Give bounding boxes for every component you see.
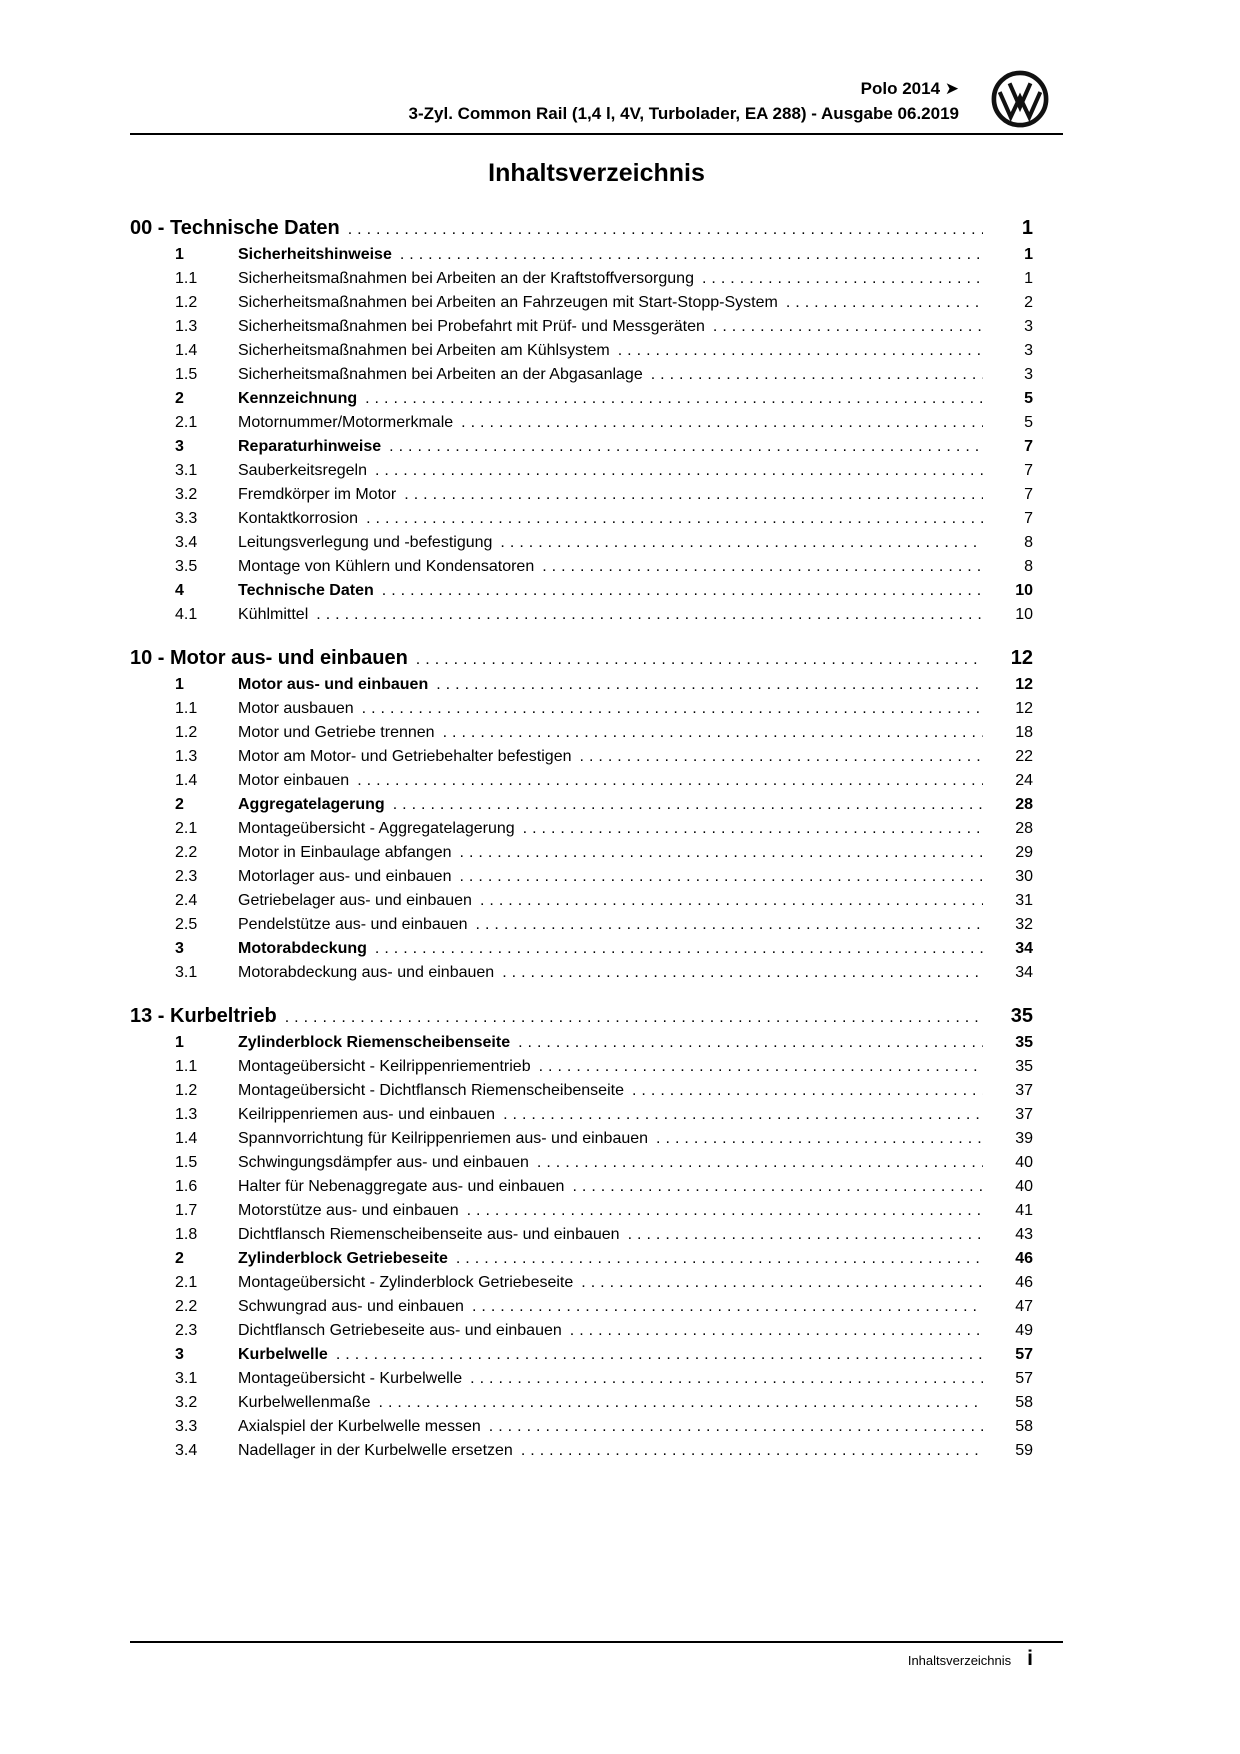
section-page-number: 8 <box>1024 534 1033 551</box>
header-text-block <box>130 76 1063 126</box>
section-title: Motorabdeckung <box>238 940 367 957</box>
section-number: 2.5 <box>175 916 198 933</box>
section-title: Motorabdeckung aus- und einbauen <box>238 964 495 981</box>
toc-section-row <box>130 721 1033 745</box>
toc-section-row <box>130 411 1033 435</box>
section-page-number: 7 <box>1024 462 1033 479</box>
dot-leader <box>632 1079 983 1103</box>
section-page-number: 31 <box>1015 892 1033 909</box>
section-page-number: 47 <box>1015 1298 1033 1315</box>
page-content <box>130 0 1063 1463</box>
dot-leader <box>502 961 983 985</box>
section-number: 1.2 <box>175 724 198 741</box>
section-number: 1.1 <box>175 1058 198 1075</box>
toc-section-row <box>130 1343 1033 1367</box>
section-number: 2.2 <box>175 1298 198 1315</box>
section-page-number: 5 <box>1024 414 1033 431</box>
section-number: 4.1 <box>175 606 198 623</box>
dot-leader <box>476 913 983 937</box>
section-page-number: 41 <box>1015 1202 1033 1219</box>
toc-section-row <box>130 1295 1033 1319</box>
section-title: Motorstütze aus- und einbauen <box>238 1202 459 1219</box>
dot-leader <box>651 363 983 387</box>
section-number: 1.4 <box>175 772 198 789</box>
dot-leader <box>460 841 984 865</box>
section-title: Kurbelwellenmaße <box>238 1394 371 1411</box>
section-title: Sicherheitsmaßnahmen bei Arbeiten an der Kraftstoffversorgung <box>238 270 694 287</box>
section-page-number: 7 <box>1024 486 1033 503</box>
dot-leader <box>379 1391 983 1415</box>
section-number: 1.5 <box>175 1154 198 1171</box>
section-title: Axialspiel der Kurbelwelle messen <box>238 1418 481 1435</box>
section-page-number: 18 <box>1015 724 1033 741</box>
section-page-number: 28 <box>1015 820 1033 837</box>
section-title: Kühlmittel <box>238 606 309 623</box>
section-number: 3 <box>175 438 184 455</box>
toc-section-row <box>130 1103 1033 1127</box>
header-subtitle: 3-Zyl. Common Rail (1,4 l, 4V, Turbolader, EA 288) - Ausgabe 06.2019 <box>408 104 959 123</box>
dot-leader <box>489 1415 983 1439</box>
section-number: 1.8 <box>175 1226 198 1243</box>
section-page-number: 5 <box>1024 390 1033 407</box>
dot-leader <box>618 339 983 363</box>
toc-section-row <box>130 435 1033 459</box>
dot-leader <box>713 315 983 339</box>
section-title: Kennzeichnung <box>238 390 358 407</box>
chapter-title: 10 - Motor aus- und einbauen <box>130 647 408 669</box>
section-page-number: 40 <box>1015 1154 1033 1171</box>
section-number: 1.2 <box>175 294 198 311</box>
section-title: Kurbelwelle <box>238 1346 328 1363</box>
section-page-number: 58 <box>1015 1418 1033 1435</box>
dot-leader <box>404 483 983 507</box>
dot-leader <box>459 865 983 889</box>
section-page-number: 10 <box>1015 582 1033 599</box>
dot-leader <box>542 555 983 579</box>
section-number: 3.3 <box>175 510 198 527</box>
section-number: 3.1 <box>175 964 198 981</box>
dot-leader <box>500 531 983 555</box>
section-title: Motornummer/Motormerkmale <box>238 414 454 431</box>
section-page-number: 43 <box>1015 1226 1033 1243</box>
dot-leader <box>539 1055 983 1079</box>
section-title: Sauberkeitsregeln <box>238 462 367 479</box>
section-number: 3.1 <box>175 462 198 479</box>
dot-leader <box>362 697 983 721</box>
section-number: 1.4 <box>175 1130 198 1147</box>
section-number: 2.3 <box>175 868 198 885</box>
section-title: Montage von Kühlern und Kondensatoren <box>238 558 535 575</box>
section-number: 2.1 <box>175 1274 198 1291</box>
toc-section-row <box>130 1127 1033 1151</box>
toc-section-row <box>130 793 1033 817</box>
toc-section-row <box>130 1319 1033 1343</box>
dot-leader <box>628 1223 983 1247</box>
toc-section-row <box>130 459 1033 483</box>
dot-leader <box>375 459 983 483</box>
section-title: Pendelstütze aus- und einbauen <box>238 916 468 933</box>
header-divider <box>130 133 1063 135</box>
section-number: 2 <box>175 1250 184 1267</box>
toc-section-row <box>130 1199 1033 1223</box>
section-number: 1.4 <box>175 342 198 359</box>
toc-chapter-row <box>130 215 1033 243</box>
section-number: 3.4 <box>175 1442 198 1459</box>
section-page-number: 24 <box>1015 772 1033 789</box>
section-title: Montageübersicht - Kurbelwelle <box>238 1370 463 1387</box>
dot-leader <box>389 435 983 459</box>
section-number: 3.2 <box>175 1394 198 1411</box>
section-title: Motor in Einbaulage abfangen <box>238 844 452 861</box>
section-title: Sicherheitsmaßnahmen bei Arbeiten am Kühlsystem <box>238 342 610 359</box>
section-title: Montageübersicht - Zylinderblock Getriebeseite <box>238 1274 574 1291</box>
dot-leader <box>416 647 983 673</box>
section-title: Schwingungsdämpfer aus- und einbauen <box>238 1154 529 1171</box>
section-page-number: 3 <box>1024 318 1033 335</box>
section-title: Dichtflansch Riemenscheibenseite aus- und einbauen <box>238 1226 620 1243</box>
section-title: Motor am Motor- und Getriebehalter befestigen <box>238 748 572 765</box>
toc-section-row <box>130 1247 1033 1271</box>
vw-logo-icon <box>991 70 1049 128</box>
toc-section-row <box>130 531 1033 555</box>
section-number: 3.3 <box>175 1418 198 1435</box>
section-number: 1 <box>175 1034 184 1051</box>
toc-section-row <box>130 889 1033 913</box>
toc-section-row <box>130 769 1033 793</box>
page-title: Inhaltsverzeichnis <box>488 159 705 187</box>
dot-leader <box>375 937 983 961</box>
section-page-number: 3 <box>1024 366 1033 383</box>
dot-leader <box>480 889 983 913</box>
section-page-number: 59 <box>1015 1442 1033 1459</box>
section-page-number: 1 <box>1024 246 1033 263</box>
section-page-number: 35 <box>1015 1034 1033 1051</box>
section-title: Technische Daten <box>238 582 374 599</box>
chapter-page-number: 1 <box>1021 217 1033 239</box>
section-title: Getriebelager aus- und einbauen <box>238 892 472 909</box>
section-page-number: 7 <box>1024 510 1033 527</box>
dot-leader <box>570 1319 983 1343</box>
dot-leader <box>443 721 983 745</box>
dot-leader <box>521 1439 983 1463</box>
chapter-page-number: 12 <box>1010 647 1033 669</box>
page-footer <box>130 1641 1063 1672</box>
section-title: Sicherheitsmaßnahmen bei Arbeiten an Fahrzeugen mit Start-Stopp-System <box>238 294 778 311</box>
section-number: 1.3 <box>175 318 198 335</box>
section-number: 3.4 <box>175 534 198 551</box>
section-page-number: 57 <box>1015 1346 1033 1363</box>
dot-leader <box>472 1295 983 1319</box>
section-number: 2.1 <box>175 820 198 837</box>
section-title: Kontaktkorrosion <box>238 510 359 527</box>
toc-section-row <box>130 937 1033 961</box>
section-page-number: 12 <box>1015 676 1033 693</box>
section-number: 3 <box>175 1346 184 1363</box>
section-number: 1.1 <box>175 700 198 717</box>
toc-section-row <box>130 1271 1033 1295</box>
section-number: 1.1 <box>175 270 198 287</box>
section-number: 2.4 <box>175 892 198 909</box>
footer-label: Inhaltsverzeichnis <box>907 1653 1012 1668</box>
section-number: 2.2 <box>175 844 198 861</box>
chapter-page-number: 35 <box>1010 1005 1033 1027</box>
dot-leader <box>656 1127 983 1151</box>
section-page-number: 7 <box>1024 438 1033 455</box>
header-model: Polo 2014 ➤ <box>860 79 959 98</box>
dot-leader <box>285 1005 983 1031</box>
section-page-number: 30 <box>1015 868 1033 885</box>
dot-leader <box>470 1367 983 1391</box>
toc-section-row <box>130 507 1033 531</box>
section-number: 1.5 <box>175 366 198 383</box>
dot-leader <box>382 579 983 603</box>
section-title: Sicherheitshinweise <box>238 246 392 263</box>
section-title: Schwungrad aus- und einbauen <box>238 1298 464 1315</box>
section-page-number: 10 <box>1015 606 1033 623</box>
toc-section-row <box>130 865 1033 889</box>
section-number: 1 <box>175 246 184 263</box>
dot-leader <box>503 1103 983 1127</box>
dot-leader <box>348 217 983 243</box>
section-number: 2.3 <box>175 1322 198 1339</box>
section-page-number: 49 <box>1015 1322 1033 1339</box>
toc-section-row <box>130 697 1033 721</box>
dot-leader <box>357 769 983 793</box>
section-page-number: 57 <box>1015 1370 1033 1387</box>
dot-leader <box>393 793 983 817</box>
dot-leader <box>702 267 983 291</box>
section-title: Zylinderblock Riemenscheibenseite <box>238 1034 511 1051</box>
section-number: 2.1 <box>175 414 198 431</box>
toc-section-row <box>130 267 1033 291</box>
dot-leader <box>336 1343 983 1367</box>
section-title: Montageübersicht - Dichtflansch Riemenscheibenseite <box>238 1082 624 1099</box>
section-title: Motor ausbauen <box>238 700 354 717</box>
toc-section-row <box>130 745 1033 769</box>
footer-text <box>130 1648 1063 1672</box>
section-title: Nadellager in der Kurbelwelle ersetzen <box>238 1442 513 1459</box>
page-header <box>130 0 1063 135</box>
section-page-number: 1 <box>1024 270 1033 287</box>
toc-section-row <box>130 817 1033 841</box>
toc-section-row <box>130 243 1033 267</box>
section-title: Reparaturhinweise <box>238 438 382 455</box>
dot-leader <box>581 1271 983 1295</box>
toc-section-row <box>130 913 1033 937</box>
toc-section-row <box>130 291 1033 315</box>
toc-section-row <box>130 841 1033 865</box>
section-title: Montageübersicht - Aggregatelagerung <box>238 820 515 837</box>
section-page-number: 8 <box>1024 558 1033 575</box>
toc-section-row <box>130 1175 1033 1199</box>
footer-page-number: i <box>1027 1647 1033 1670</box>
toc <box>130 215 1063 1463</box>
section-page-number: 34 <box>1015 940 1033 957</box>
toc-section-row <box>130 339 1033 363</box>
dot-leader <box>523 817 983 841</box>
dot-leader <box>572 1175 983 1199</box>
section-page-number: 37 <box>1015 1106 1033 1123</box>
section-page-number: 29 <box>1015 844 1033 861</box>
section-number: 3 <box>175 940 184 957</box>
section-number: 2 <box>175 390 184 407</box>
section-title: Leitungsverlegung und -befestigung <box>238 534 493 551</box>
toc-section-row <box>130 1079 1033 1103</box>
section-title: Motorlager aus- und einbauen <box>238 868 452 885</box>
dot-leader <box>580 745 984 769</box>
section-number: 1.7 <box>175 1202 198 1219</box>
dot-leader <box>366 507 983 531</box>
toc-section-row <box>130 483 1033 507</box>
toc-section-row <box>130 1367 1033 1391</box>
section-page-number: 40 <box>1015 1178 1033 1195</box>
section-number: 1.6 <box>175 1178 198 1195</box>
section-page-number: 39 <box>1015 1130 1033 1147</box>
toc-section-row <box>130 387 1033 411</box>
section-title: Zylinderblock Getriebeseite <box>238 1250 448 1267</box>
section-title: Montageübersicht - Keilrippenriementrieb <box>238 1058 531 1075</box>
toc-section-row <box>130 555 1033 579</box>
dot-leader <box>461 411 983 435</box>
section-number: 1.3 <box>175 1106 198 1123</box>
section-title: Keilrippenriemen aus- und einbauen <box>238 1106 496 1123</box>
dot-leader <box>786 291 983 315</box>
section-number: 3.2 <box>175 486 198 503</box>
toc-section-row <box>130 1151 1033 1175</box>
dot-leader <box>518 1031 983 1055</box>
section-page-number: 32 <box>1015 916 1033 933</box>
toc-section-row <box>130 1031 1033 1055</box>
section-page-number: 58 <box>1015 1394 1033 1411</box>
dot-leader <box>365 387 983 411</box>
chapter-title: 13 - Kurbeltrieb <box>130 1005 277 1027</box>
section-number: 1 <box>175 676 184 693</box>
dot-leader <box>400 243 983 267</box>
section-page-number: 46 <box>1015 1250 1033 1267</box>
toc-section-row <box>130 363 1033 387</box>
toc-section-row <box>130 1055 1033 1079</box>
section-page-number: 12 <box>1015 700 1033 717</box>
section-title: Fremdkörper im Motor <box>238 486 397 503</box>
section-title: Motor und Getriebe trennen <box>238 724 435 741</box>
section-page-number: 34 <box>1015 964 1033 981</box>
section-number: 2 <box>175 796 184 813</box>
section-title: Sicherheitsmaßnahmen bei Probefahrt mit Prüf- und Messgeräten <box>238 318 705 335</box>
section-page-number: 28 <box>1015 796 1033 813</box>
toc-section-row <box>130 579 1033 603</box>
section-page-number: 2 <box>1024 294 1033 311</box>
toc-chapter-row <box>130 1003 1033 1031</box>
dot-leader <box>537 1151 983 1175</box>
section-title: Spannvorrichtung für Keilrippenriemen aus- und einbauen <box>238 1130 649 1147</box>
section-page-number: 46 <box>1015 1274 1033 1291</box>
section-title: Halter für Nebenaggregate aus- und einbauen <box>238 1178 565 1195</box>
section-title: Sicherheitsmaßnahmen bei Arbeiten an der Abgasanlage <box>238 366 643 383</box>
dot-leader <box>456 1247 983 1271</box>
footer-divider <box>130 1641 1063 1643</box>
chapter-title: 00 - Technische Daten <box>130 217 340 239</box>
section-title: Motor aus- und einbauen <box>238 676 429 693</box>
section-number: 3.5 <box>175 558 198 575</box>
toc-section-row <box>130 1223 1033 1247</box>
section-number: 4 <box>175 582 184 599</box>
dot-leader <box>467 1199 983 1223</box>
section-page-number: 37 <box>1015 1082 1033 1099</box>
section-title: Aggregatelagerung <box>238 796 385 813</box>
toc-section-row <box>130 1415 1033 1439</box>
dot-leader <box>316 603 983 627</box>
section-number: 3.1 <box>175 1370 198 1387</box>
section-title: Motor einbauen <box>238 772 350 789</box>
toc-chapter-row <box>130 645 1033 673</box>
toc-section-row <box>130 673 1033 697</box>
toc-section-row <box>130 603 1033 627</box>
section-page-number: 35 <box>1015 1058 1033 1075</box>
toc-section-row <box>130 1391 1033 1415</box>
toc-section-row <box>130 961 1033 985</box>
toc-section-row <box>130 1439 1033 1463</box>
section-title: Dichtflansch Getriebeseite aus- und einbauen <box>238 1322 562 1339</box>
section-number: 1.2 <box>175 1082 198 1099</box>
section-page-number: 3 <box>1024 342 1033 359</box>
section-page-number: 22 <box>1015 748 1033 765</box>
toc-section-row <box>130 315 1033 339</box>
section-number: 1.3 <box>175 748 198 765</box>
dot-leader <box>436 673 983 697</box>
